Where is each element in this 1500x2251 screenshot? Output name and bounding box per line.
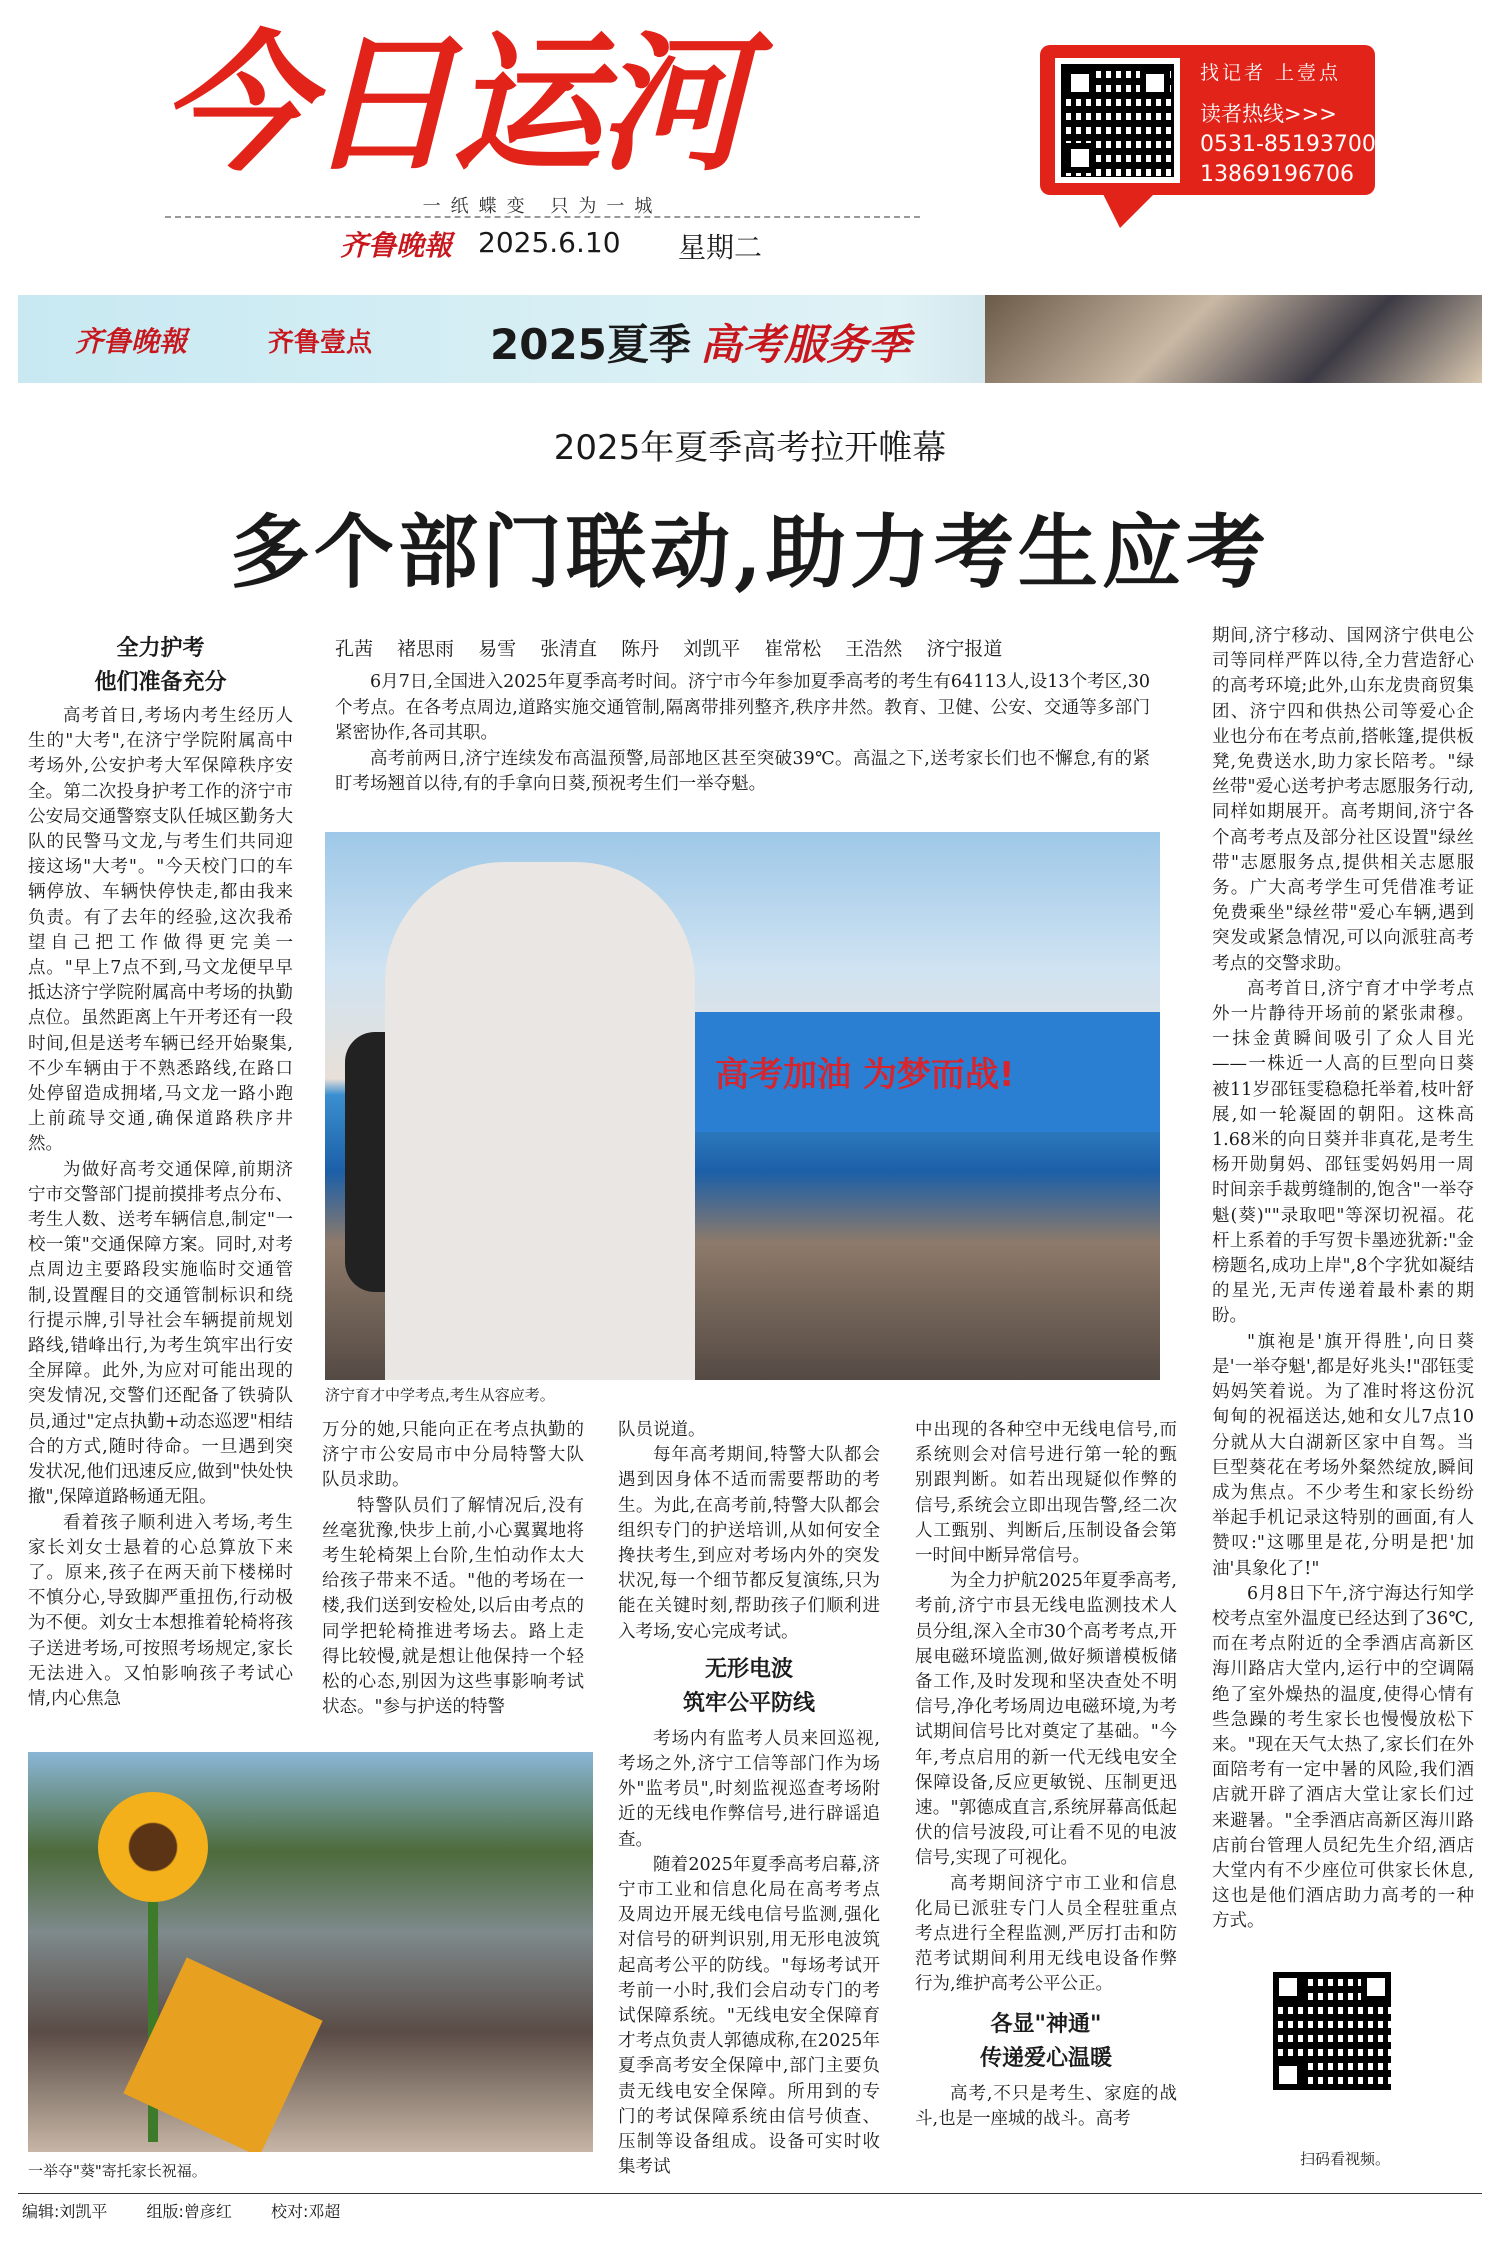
paragraph: 看着孩子顺利进入考场,考生家长刘女士悬着的心总算放下来了。原来,孩子在两天前下楼梯时不慎分心,导致脚严重扭伤,行动极为不便。刘女士本想推着轮椅将孩子送进考场,可按照考场规定,家长无法进入。又怕影响孩子考试心情,内心焦急 xyxy=(28,1512,293,1709)
slogan-divider xyxy=(165,216,920,218)
lead-paragraph: 高考前两日,济宁连续发布高温预警,局部地区甚至突破39℃。高温之下,送考家长们也不懈怠,有的紧盯考场翘首以待,有的手拿向日葵,预祝考生们一举夺魁。 xyxy=(335,748,1150,794)
article-headline: 多个部门联动,助力考生应考 xyxy=(230,505,1270,599)
section-heading: 筑牢公平防线 xyxy=(682,1690,815,1716)
column-2 xyxy=(322,1418,584,1738)
footer-proof: 校对:邓超 xyxy=(271,2202,341,2221)
paragraph: 为做好高考交通保障,前期济宁市交警部门提前摸排考点分布、考生人数、送考车辆信息,制定"一校一策"交通保障方案。同时,对考点周边主要路段实施临时交通管制,设置醒目的交通管制标识和绕行提示牌,引导社会车辆提前规划路线,错峰出行,为考生筑牢出行安全屏障。此外,为应对可能出现的突发情况,交警们还配备了铁骑队员,通过"定点执勤+动态巡逻"相结合的方式,随时待命。一旦遇到突发状况,他们迅速反应,做到"快处快撤",保障道路畅通无阻。 xyxy=(28,1159,293,1508)
qr-corner xyxy=(1140,68,1170,98)
section-heading: 全力护考 xyxy=(116,636,205,661)
banner-title: 2025夏季 xyxy=(490,320,691,369)
photo-sunflower xyxy=(98,1792,208,1902)
sunflower-photo-caption: 一举夺"葵"寄托家长祝福。 xyxy=(28,2162,207,2180)
paragraph: 高考期间济宁市工业和信息化局已派驻专门人员全程驻重点考点进行全程监测,严厉打击和防范考试期间利用无线电设备作弊行为,维护高考公平公正。 xyxy=(915,1873,1177,1995)
hotline-label: 读者热线>>> xyxy=(1200,102,1337,126)
paragraph: 高考,不只是考生、家庭的战斗,也是一座城的战斗。高考 xyxy=(915,2083,1177,2129)
footer-divider xyxy=(18,2193,1482,2194)
footer-editor: 编辑:刘凯平 xyxy=(22,2202,108,2221)
qr-code-icon[interactable] xyxy=(1055,58,1180,183)
qr-corner xyxy=(1065,68,1095,98)
hotline-speech-tail xyxy=(1100,188,1160,228)
section-heading: 各显"神通" xyxy=(990,2011,1102,2037)
qr-corner xyxy=(1361,1972,1391,2002)
paragraph: 高考首日,考场内考生经历人生的"大考",在济宁学院附属高中考场外,公安护考大军保障秩序安全。第二次投身护考工作的济宁市公安局交通警察支队任城区勤务大队的民警马文龙,与考生们共同迎接这场"大考"。"今天校门口的车辆停放、车辆快停快走,都由我来负责。有了去年的经验,这次我希望自己把工作做得更完美一点。"早上7点不到,马文龙便早早抵达济宁学院附属高中考场的执勤点位。虽然距离上午开考还有一段时间,但是送考车辆已经开始聚集,不少车辆由于不熟悉路线,在路口处停留造成拥堵,马文龙一路小跑上前疏导交通,确保道路秩序井然。 xyxy=(28,706,293,1155)
paragraph: 万分的她,只能向正在考点执勤的济宁市公安局市中分局特警大队队员求助。 xyxy=(322,1420,584,1491)
banner-photo xyxy=(985,295,1482,383)
lead-paragraph: 6月7日,全国进入2025年夏季高考时间。济宁市今年参加夏季高考的考生有64113人,设13个考区,30个考点。在各考点周边,道路实施交通管制,隔离带排列整齐,秩序井然。教育、卫健、公安、交通等多部门紧密协作,各司其职。 xyxy=(335,672,1150,743)
column-1 xyxy=(28,632,293,1742)
masthead xyxy=(0,0,1500,280)
sunflower-photo xyxy=(28,1752,593,2152)
article-kicker: 2025年夏季高考拉开帷幕 xyxy=(553,428,947,468)
hotline-title: 找记者 上壹点 xyxy=(1200,62,1342,84)
hotline-phone-2: 13869196706 xyxy=(1200,162,1354,187)
paragraph: 高考首日,济宁育才中学考点外一片静待开场前的紧张肃穆。一抹金黄瞬间吸引了众人目光——一株近一人高的巨型向日葵被11岁邵钰雯稳稳托举着,枝叶舒展,如一轮凝固的朝阳。这株高1.68米的向日葵并非真花,是考生杨开勋舅妈、邵钰雯妈妈用一周时间亲手裁剪缝制的,饱含"一举夺魁(葵)""录取吧"等深切祝福。花杆上系着的手写贺卡墨迹犹新:"金榜题名,成功上岸",8个字犹如凝结的星光,无声传递着最朴素的期盼。 xyxy=(1212,978,1474,1327)
column-4 xyxy=(915,1418,1177,2188)
paragraph: 中出现的各种空中无线电信号,而系统则会对信号进行第一轮的甄别跟判断。如若出现疑似作弊的信号,系统会立即出现告警,经二次人工甄别、判断后,压制设备会第一时间中断异常信号。 xyxy=(915,1420,1177,1567)
paragraph: 期间,济宁移动、国网济宁供电公司等同样严阵以待,全力营造舒心的高考环境;此外,山东龙贵商贸集团、济宁四和供热公司等爱心企业也分布在考点前,搭帐篷,提供板凳,免费送水,助力家长陪考。"绿丝带"爱心送考护考志愿服务行动,同样如期展开。高考期间,济宁各个高考考点及部分社区设置"绿丝带"志愿服务点,提供相关志愿服务。广大高考学生可凭借准考证免费乘坐"绿丝带"爱心车辆,遇到突发或紧急情况,可以向派驻高考考点的交警求助。 xyxy=(1212,626,1474,974)
qr-caption: 扫码看视频。 xyxy=(1300,2150,1391,2168)
qr-corner xyxy=(1273,1972,1303,2002)
section-heading: 无形电波 xyxy=(704,1656,793,1682)
main-photo-caption: 济宁育才中学考点,考生从容应考。 xyxy=(325,1386,555,1404)
qr-corner xyxy=(1273,2060,1303,2090)
section-heading: 他们准备充分 xyxy=(94,670,227,695)
paragraph: 随着2025年夏季高考启幕,济宁市工业和信息化局在高考考点及周边开展无线电信号监测,强化对信号的研判识别,用无形电波筑起高考公平的防线。"每场考试开考前一小时,我们会启动专门的考试保障系统。"无线电安全保障育才考点负责人郭德成称,在2025年夏季高考安全保障中,部门主要负责无线电安全保障。所用到的专门的考试保障系统由信号侦查、压制等设备组成。设备可实时收集考试 xyxy=(618,1854,880,2178)
article-byline: 孔茜 褚思雨 易雪 张清直 陈丹 刘凯平 崔常松 王浩然 济宁报道 xyxy=(335,638,1003,660)
section-heading: 传递爱心温暖 xyxy=(979,2045,1112,2071)
paragraph: "旗袍是'旗开得胜',向日葵是'一举夺魁',都是好兆头!"邵钰雯妈妈笑着说。为了准时将这份沉甸甸的祝福送达,她和女儿7点10分就从大白湖新区家中自驾。当巨型葵花在考场外粲然绽放,瞬间成为焦点。不少考生和家长纷纷举起手机记录这特别的画面,有人赞叹:"这哪里是花,分明是把'加油'具象化了!" xyxy=(1212,1331,1474,1579)
paragraph: 特警队员们了解情况后,没有丝毫犹豫,快步上前,小心翼翼地将考生轮椅架上台阶,生怕动作太大给孩子带来不适。"他的考场在一楼,我们送到安检处,以后由考点的同学把轮椅推进考场去。路上走得比较慢,就是想让他保持一个轻松的心态,别因为这些事影响考试状态。"参与护送的特警 xyxy=(322,1495,584,1718)
paragraph: 每年高考期间,特警大队都会遇到因身体不适而需要帮助的考生。为此,在高考前,特警大队都会组织专门的护送培训,从如何安全搀扶考生,到应对考场内外的突发状况,每一个细节都反复演练,只为能在关键时刻,帮助孩子们顺利进入考场,安心完成考试。 xyxy=(618,1445,880,1642)
banner-logo-qilu: 齐鲁晚報 xyxy=(75,325,188,358)
column-5 xyxy=(1212,624,1474,1936)
paragraph: 6月8日下午,济宁海达行知学校考点室外温度已经达到了36℃,而在考点附近的全季酒店高新区海川路店大堂内,运行中的空调隔绝了室外燥热的温度,使得心情有些急躁的考生家长也慢慢放松下来。"现在天气太热了,家长们在外面陪考有一定中暑的风险,我们酒店就开辟了酒店大堂让家长们过来避暑。"全季酒店高新区海川路店前台管理人员纪先生介绍,酒店大堂内有不少座位可供家长休息,这也是他们酒店助力高考的一种方式。 xyxy=(1212,1583,1474,1932)
footer-layout: 组版:曾彦红 xyxy=(146,2202,232,2221)
banner-logo-yidian: 齐鲁壹点 xyxy=(268,328,373,358)
paper-name: 齐鲁晚報 xyxy=(340,229,453,262)
photo-billboard-text: 高考加油 为梦而战! xyxy=(715,1055,1015,1095)
banner-title-highlight: 高考服务季 xyxy=(700,320,911,369)
qr-corner xyxy=(1065,143,1095,173)
video-qr-code-icon[interactable] xyxy=(1273,1972,1391,2090)
paragraph: 考场内有监考人员来回巡视,考场之外,济宁工信等部门作为场外"监考员",时刻监视巡查考场附近的无线电作弊信号,进行辟谣追查。 xyxy=(618,1728,880,1850)
paragraph: 为全力护航2025年夏季高考,考前,济宁市县无线电监测技术人员分组,深入全市30个高考考点,开展电磁环境监测,做好频谱模板储备工作,及时发现和坚决查处不明信号,净化考场周边电磁环境,为考试期间信号比对奠定了基础。"今年,考点启用的新一代无线电安全保障设备,反应更敏锐、压制更迅速。"郭德成直言,系统屏幕高低起伏的信号波段,可让看不见的电波信号,实现了可视化。 xyxy=(915,1571,1177,1869)
hotline-phone-1: 0531-85193700 xyxy=(1200,132,1376,157)
photo-student xyxy=(385,862,695,1380)
newspaper-logo: 今日运河 xyxy=(160,18,745,192)
slogan: 一纸蝶变 只为一城 xyxy=(422,196,663,217)
footer-credits xyxy=(22,2199,340,2222)
paragraph: 队员说道。 xyxy=(618,1420,706,1440)
column-3 xyxy=(618,1418,880,2188)
article-lead xyxy=(335,670,1150,798)
publication-date: 2025.6.10 xyxy=(478,226,621,259)
publication-weekday: 星期二 xyxy=(678,231,763,264)
main-photo xyxy=(325,832,1160,1380)
